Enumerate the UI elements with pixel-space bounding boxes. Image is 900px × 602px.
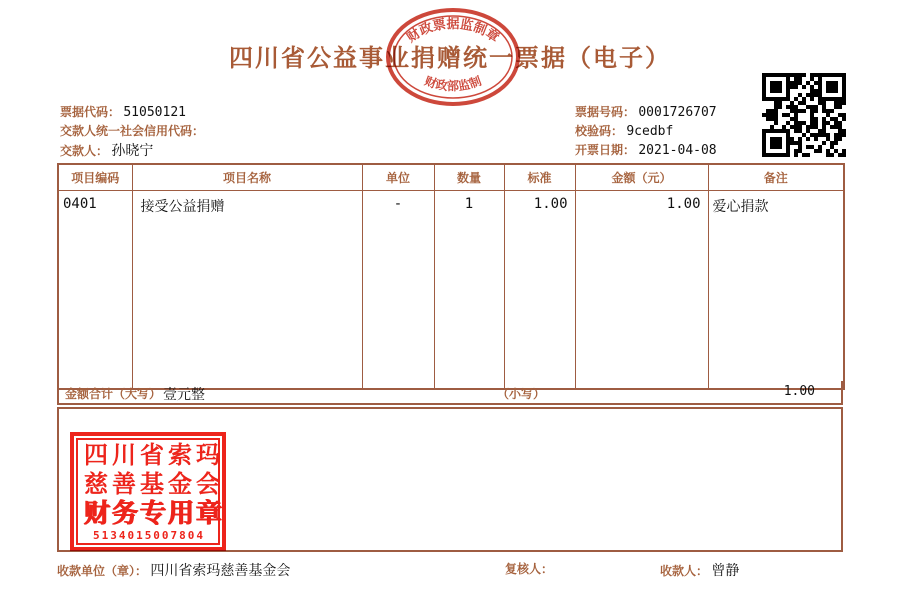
table-cell: 1.00: [504, 191, 575, 390]
table-cell: -: [362, 191, 434, 390]
finance-seal: [70, 432, 226, 551]
column-header: 项目编码: [58, 164, 132, 191]
issue-date-row: [575, 141, 717, 160]
totals-row: [57, 381, 843, 405]
reviewer: [505, 560, 553, 577]
items-table: [57, 163, 845, 390]
payer-value: 孙晓宁: [111, 142, 154, 158]
page-title: 四川省公益事业捐赠统一票据（电子）: [229, 46, 671, 72]
table-cell: 0401: [58, 191, 132, 390]
issue-date-value: 2021-04-08: [638, 143, 717, 158]
payee: [660, 560, 739, 580]
seal-code: 5134015007804: [92, 528, 206, 542]
table-cell: 爱心捐款: [708, 191, 844, 390]
reviewer-label: 复核人：: [505, 562, 554, 576]
table-row: [58, 191, 844, 390]
column-header: 备注: [708, 164, 844, 191]
seal-line-2: 慈善基金会: [84, 470, 224, 498]
check-code-value: 9cedbf: [626, 124, 674, 139]
total-amount-numeric: 1.00: [783, 384, 815, 399]
check-code-row: [575, 122, 717, 141]
header-right: [575, 103, 717, 160]
stamp-top-arc-text: 财政票据监制章: [403, 16, 503, 46]
total-small-label: （小写）: [497, 387, 546, 401]
payer-label: 交款人：: [60, 144, 109, 158]
table-cell: 1: [434, 191, 504, 390]
svg-text:财政部监制: [423, 73, 484, 93]
footer: [0, 558, 900, 580]
table-cell: 接受公益捐赠: [132, 191, 362, 390]
column-header: 金额（元）: [575, 164, 708, 191]
total-label: 金额合计（大写）: [65, 387, 162, 401]
receipt-code-row: [60, 103, 204, 122]
payee-label: 收款人：: [660, 564, 709, 578]
receiving-unit: [57, 560, 290, 580]
receipt-code-label: 票据代码：: [60, 105, 121, 119]
receipt-code-value: 51050121: [123, 105, 186, 120]
credit-code-row: [60, 122, 204, 141]
header-left: [60, 103, 204, 160]
table-header-row: [58, 164, 844, 191]
receipt-number-value: 0001726707: [638, 105, 717, 120]
total-amount-chinese: 壹元整: [163, 386, 205, 402]
column-header: 项目名称: [132, 164, 362, 191]
check-code-label: 校验码：: [575, 124, 624, 138]
finance-seal-inner: [76, 438, 225, 545]
column-header: 数量: [434, 164, 504, 191]
stamp-bottom-arc-text: 财政部监制: [422, 73, 484, 94]
column-header: 单位: [362, 164, 434, 191]
receipt-number-label: 票据号码：: [575, 105, 636, 119]
seal-line-1: 四川省索玛: [84, 442, 224, 469]
seal-line-3: 财务专用章: [84, 498, 225, 529]
table-cell: 1.00: [575, 191, 708, 390]
column-header: 标准: [504, 164, 575, 191]
payee-value: 曾静: [711, 562, 740, 578]
issue-date-label: 开票日期：: [575, 143, 636, 157]
credit-code-label: 交款人统一社会信用代码：: [60, 124, 205, 138]
payer-row: [60, 141, 204, 160]
receipt-number-row: [575, 103, 717, 122]
qr-code: [762, 73, 846, 157]
receiving-unit-value: 四川省索玛慈善基金会: [150, 562, 291, 578]
receiving-unit-label: 收款单位（章）：: [57, 564, 148, 578]
